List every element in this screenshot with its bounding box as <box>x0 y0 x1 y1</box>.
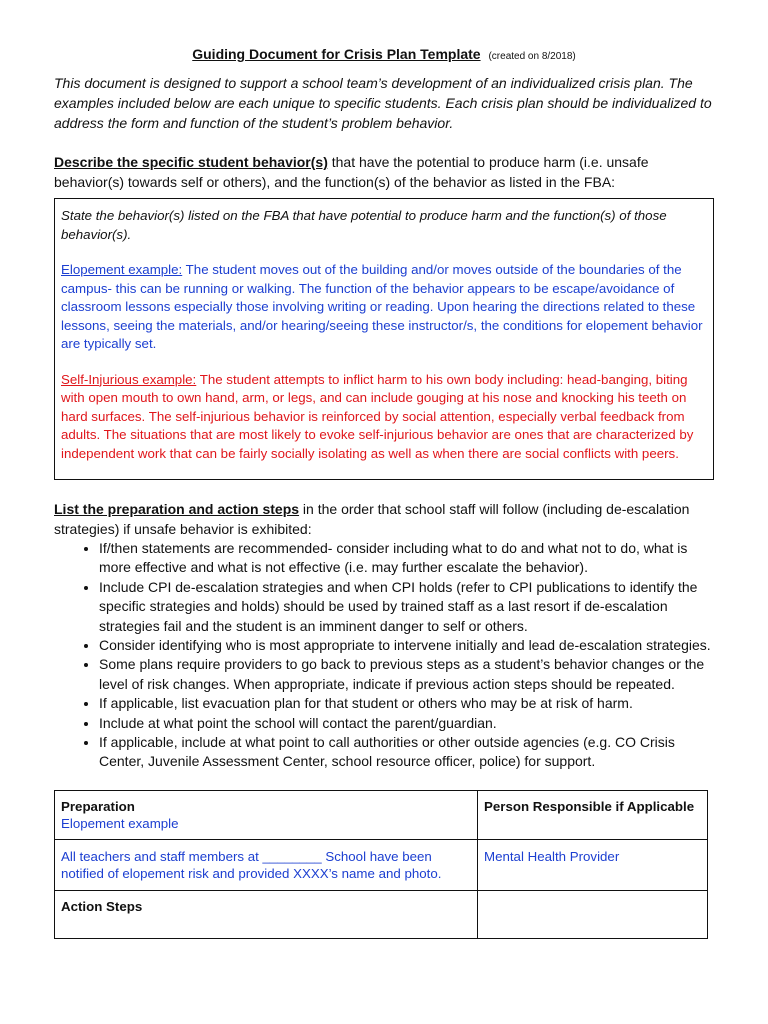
list-item: • Include at what point the school will contact the parent/guardian. <box>99 714 714 733</box>
person-cell <box>478 839 708 890</box>
action-steps-label: Action Steps <box>61 898 143 914</box>
steps-section-text: in the order that school staff will follow (including de-escalation strategies) if unsafe behavior is exhibited: <box>54 501 690 537</box>
steps-section-heading <box>54 499 714 539</box>
created-date: (created on 8/2018) <box>488 51 576 62</box>
document-title: Guiding Document for Crisis Plan Template <box>192 46 481 62</box>
header-person-responsible: Person Responsible if Applicable <box>484 798 695 814</box>
behavior-section-lead: Describe the specific student behavior(s) <box>54 154 328 170</box>
self-injurious-example <box>61 371 707 464</box>
elopement-example <box>61 261 707 354</box>
header-person-cell <box>478 790 708 839</box>
list-item: • Some plans require providers to go back to previous steps as a student’s behavior changes or the level of risk changes. When appropriate, indicate if previous action steps should be repeated. <box>99 655 714 694</box>
list-item: • Include CPI de-escalation strategies and when CPI holds (refer to CPI publications to identify the specific strategies and holds) should be used by trained staff as a last resort if de-escalation strategies fail and the student is an imminent danger to self or others. <box>99 578 714 636</box>
document-page <box>54 40 714 939</box>
preparation-cell <box>55 839 478 890</box>
crisis-plan-table <box>54 790 708 939</box>
steps-section-lead: List the preparation and action steps <box>54 501 300 517</box>
box-instruction: State the behavior(s) listed on the FBA that have potential to produce harm and the function(s) of those behavior(s). <box>61 208 667 242</box>
elopement-label: Elopement example: <box>61 262 183 277</box>
self-injurious-label: Self-Injurious example: <box>61 371 197 387</box>
header-preparation-cell <box>55 790 478 839</box>
table-row <box>55 790 708 839</box>
steps-list <box>54 539 714 772</box>
header-preparation: Preparation <box>61 798 135 814</box>
action-steps-person-cell <box>478 890 708 938</box>
header-preparation-example: Elopement example <box>61 815 179 831</box>
list-item: • Consider identifying who is most appropriate to intervene initially and lead de-escalation strategies. <box>99 636 714 655</box>
table-row <box>55 890 708 938</box>
action-steps-cell <box>55 890 478 938</box>
behavior-section-heading <box>54 152 714 192</box>
person-responsible-text: Mental Health Provider <box>484 848 620 864</box>
elopement-text: The student moves out of the building and/or moves outside of the boundaries of the campus- this can be running or walking. The function of the behavior appears to be escape/avoidance of classroom lessons especially those involving writing or reading. Upon hearing the directions related to these lessons, seeing the materials, and/or hearing/seeing these instructor/s, the conditions for elopement behavior are typically set. <box>61 262 703 351</box>
behavior-box <box>54 198 714 480</box>
list-item: • If applicable, include at what point to call authorities or other outside agencies (e.g. CO Crisis Center, Juvenile Assessment Center, school resource officer, police) for support. <box>99 733 714 772</box>
intro-paragraph: This document is designed to support a school team’s development of an individualized crisis plan. The examples included below are each unique to specific students. Each crisis plan should be individualized to address the form and function of the student’s problem behavior. <box>54 75 712 131</box>
list-item: • If applicable, list evacuation plan for that student or others who may be at risk of harm. <box>99 694 714 713</box>
title-row <box>54 40 714 71</box>
self-injurious-text: The student attempts to inflict harm to his own body including: head-banging, biting with open mouth to own hand, arm, or legs, and can include gouging at his nose and knocking his teeth on hard surfaces. The self-injurious behavior is reinforced by social attention, especially verbal feedback from adults. The situations that are most likely to evoke self-injurious behavior are ones that are characterized by independent work that can be fairly socially isolating as well as when there are social conflicts with peers. <box>61 371 694 461</box>
table-row <box>55 839 708 890</box>
list-item: • If/then statements are recommended- consider including what to do and what not to do, what is more effective and what is not effective (i.e. may further escalate the behavior). <box>99 539 714 578</box>
behavior-section-text: that have the potential to produce harm (i.e. unsafe behavior(s) towards self or others), and the function(s) of the behavior as listed in the FBA: <box>54 154 649 190</box>
preparation-text: All teachers and staff members at ________ School have been notified of elopement risk and provided XXXX’s name and photo. <box>61 848 442 881</box>
